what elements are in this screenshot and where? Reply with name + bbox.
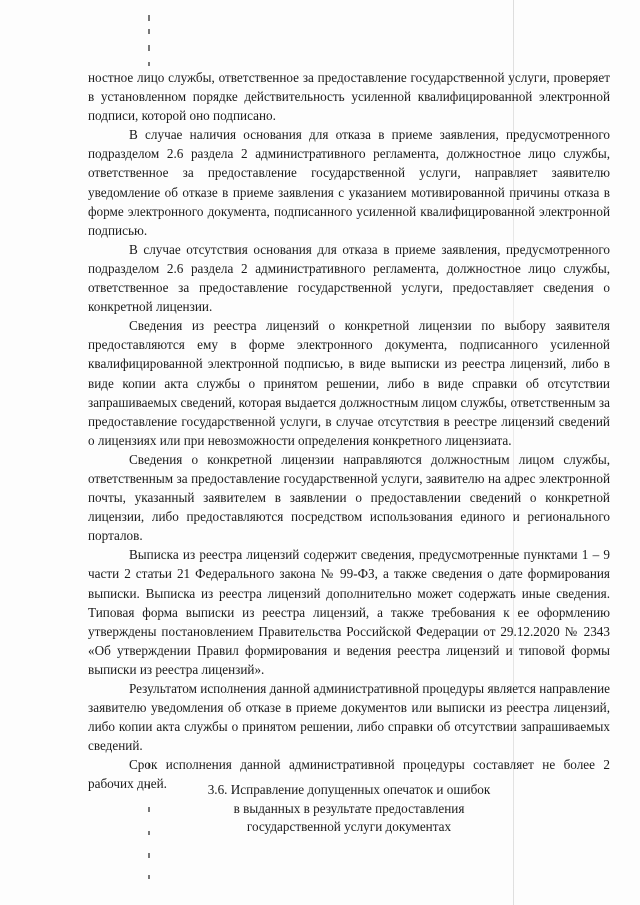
- paragraph: Сведения о конкретной лицензии направляются должностным лицом службы, ответственным за предоставление государственной услуги, заявителю на адрес электронной почты, указанный заявителем в заявлении о предоставлении сведений о конкретной лицензии, либо предоставляются посредством использования единого и регионального порталов.: [88, 451, 610, 544]
- section-heading-line: государственной услуги документах: [246, 819, 452, 834]
- section-heading-line: 3.6. Исправление допущенных опечаток и ошибок: [207, 782, 491, 797]
- paragraph: Выписка из реестра лицензий содержит сведения, предусмотренные пунктами 1 – 9 части 2 статьи 21 Федерального закона № 99-ФЗ, а также сведения о дате формирования выписки. Выписка из реестра лицензий дополнительно может содержать иные сведения. Типовая форма выписки из реестра лицензий, а также требования к ее оформлению утверждены постановлением Правительства Российской Федерации от 29.12.2020 № 2343 «Об утверждении Правил формирования и ведения реестра лицензий и типовой формы выписки из реестра лицензий».: [88, 547, 610, 677]
- paragraph: В случае наличия основания для отказа в приеме заявления, предусмотренного подразделом 2.6 раздела 2 административного регламента, должностное лицо службы, ответственное за предоставление государственной услуги, направляет заявителю уведомление об отказе в приеме заявления с указанием мотивированной причины отказа в форме электронного документа, подписанного усиленной квалифицированной электронной подписью.: [88, 127, 610, 238]
- paragraph: Сведения из реестра лицензий о конкретной лицензии по выбору заявителя предоставляются ему в форме электронного документа, подписанного усиленной квалифицированной электронной подписью, в виде выписки из реестра лицензий, либо в виде копии акта службы о принятом решении, либо в виде справки об отсутствии запрашиваемых сведений, которая выдается должностным лицом службы, ответственным за предоставление государственной услуги, в случае отсутствия в реестре лицензий сведений о лицензиях или при невозможности определения конкретного лицензиата.: [88, 318, 610, 448]
- section-heading: [88, 781, 610, 837]
- paragraph: Срок исполнения данной административной процедуры составляет не более 2 рабочих дней.: [88, 757, 610, 792]
- section-heading-line: в выданных в результате предоставления: [233, 800, 465, 816]
- body-text: [88, 68, 610, 794]
- paragraph: Результатом исполнения данной административной процедуры является направление заявителю уведомления об отказе в приеме документов или выписки из реестра лицензий, либо копии акта службы о принятом решении, либо справки об отсутствии запрашиваемых сведений.: [88, 681, 610, 754]
- paragraph: В случае отсутствия основания для отказа в приеме заявления, предусмотренного подразделом 2.6 раздела 2 административного регламента, должностное лицо службы, ответственное за предоставление государственной услуги, предоставляет сведения о конкретной лицензии.: [88, 241, 610, 315]
- paragraph: ностное лицо службы, ответственное за предоставление государственной услуги, проверяет в установленном порядке действительность усиленной квалифицированной электронной подписи, которой оно подписано.: [88, 70, 610, 124]
